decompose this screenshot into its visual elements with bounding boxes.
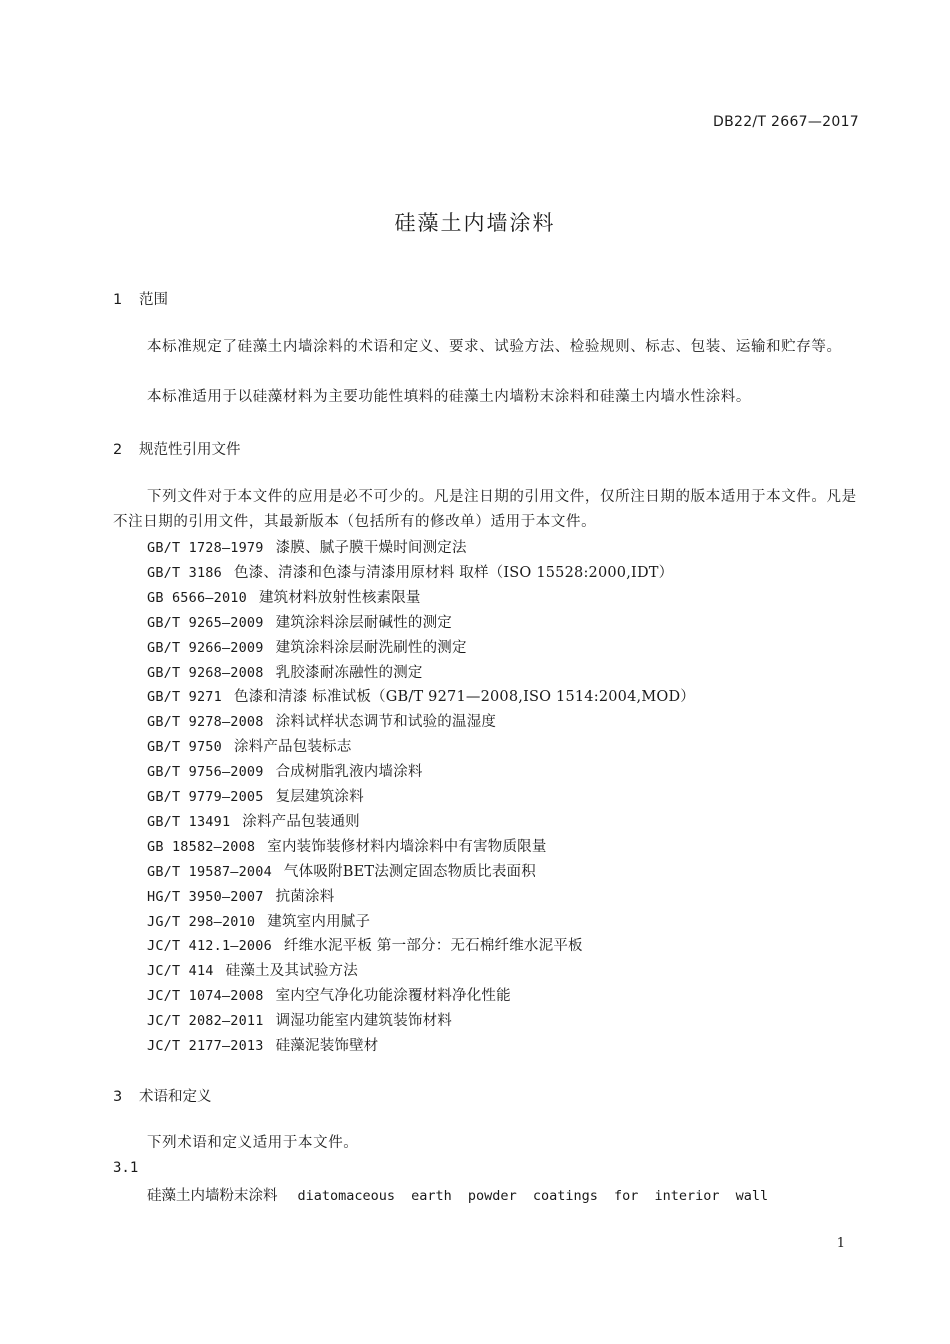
reference-title: 硅藻泥装饰壁材 [275, 1038, 379, 1054]
term-english: diatomaceous earth powder coatings for interior wall [297, 1188, 769, 1204]
reference-item [147, 661, 423, 682]
reference-code: JC/T 2082—2011 [147, 1013, 264, 1030]
section-heading-scope [113, 288, 168, 309]
reference-title: 漆膜、腻子膜干燥时间测定法 [275, 540, 467, 556]
reference-item [147, 810, 360, 831]
reference-item [147, 1034, 379, 1055]
reference-code: GB/T 9265—2009 [147, 614, 264, 631]
reference-title: 调湿功能室内建筑装饰材料 [275, 1013, 452, 1030]
reference-item [147, 910, 370, 931]
reference-code: GB/T 9278—2008 [147, 714, 264, 731]
reference-title: 抗菌涂料 [275, 888, 335, 905]
section-title: 范围 [139, 292, 168, 308]
reference-code: GB 18582—2008 [147, 838, 256, 855]
reference-code: JC/T 412.1—2006 [147, 938, 272, 955]
reference-title: 色漆、清漆和色漆与清漆用原材料 取样（ISO 15528:2000,IDT） [233, 564, 674, 581]
term-chinese: 硅藻土内墙粉末涂料 [147, 1188, 278, 1204]
reference-title: 涂料试样状态调节和试验的温湿度 [275, 714, 497, 731]
reference-title: 纤维水泥平板 第一部分：无石棉纤维水泥平板 [283, 938, 583, 955]
section-heading-references [113, 438, 241, 459]
section-number: 1 [113, 292, 123, 308]
section-title: 术语和定义 [139, 1089, 212, 1105]
reference-item [147, 860, 536, 881]
reference-title: 建筑材料放射性核素限量 [258, 589, 421, 606]
reference-item [147, 835, 547, 856]
reference-item [147, 685, 695, 706]
reference-code: GB/T 9266—2009 [147, 639, 264, 656]
document-title: 硅藻土内墙涂料 [394, 211, 556, 235]
reference-title: 硅藻土及其试验方法 [225, 963, 358, 980]
reference-item [147, 785, 364, 806]
reference-item [147, 959, 358, 980]
reference-item [147, 611, 452, 632]
reference-code: JG/T 298—2010 [147, 913, 256, 930]
reference-title: 建筑涂料涂层耐碱性的测定 [275, 614, 452, 631]
reference-code: GB 6566—2010 [147, 589, 247, 606]
reference-item [147, 586, 421, 607]
reference-code: GB/T 3186 [147, 564, 222, 581]
section-heading-terms [113, 1085, 212, 1106]
reference-code: JC/T 2177—2013 [147, 1038, 264, 1054]
reference-title: 建筑室内用腻子 [267, 913, 371, 930]
reference-code: GB/T 9756—2009 [147, 764, 264, 781]
reference-code: JC/T 1074—2008 [147, 988, 264, 1005]
reference-code: GB/T 9268—2008 [147, 664, 264, 681]
reference-code: JC/T 414 [147, 963, 214, 980]
terms-intro: 下列术语和定义适用于本文件。 [147, 1135, 359, 1151]
reference-code: GB/T 13491 [147, 813, 231, 830]
reference-item [147, 536, 467, 557]
reference-title: 涂料产品包装标志 [233, 739, 352, 756]
reference-item [147, 561, 673, 582]
scope-paragraph-2: 本标准适用于以硅藻材料为主要功能性填料的硅藻土内墙粉末涂料和硅藻土内墙水性涂料。 [147, 389, 751, 405]
reference-title: 乳胶漆耐冻融性的测定 [275, 664, 423, 681]
reference-title: 色漆和清漆 标准试板（GB/T 9271—2008,ISO 1514:2004,MOD） [233, 689, 695, 706]
reference-title: 合成树脂乳液内墙涂料 [275, 764, 423, 781]
reference-item [147, 934, 583, 955]
reference-title: 室内装饰装修材料内墙涂料中有害物质限量 [267, 838, 547, 855]
reference-item [147, 636, 467, 657]
reference-item [147, 760, 423, 781]
term-entry [147, 1184, 768, 1205]
reference-code: HG/T 3950—2007 [147, 888, 264, 905]
section-title: 规范性引用文件 [139, 442, 241, 458]
reference-title: 建筑涂料涂层耐洗刷性的测定 [275, 639, 467, 656]
clause-number: 3.1 [113, 1160, 139, 1176]
reference-title: 气体吸附BET法测定固态物质比表面积 [283, 863, 536, 880]
reference-code: GB/T 9750 [147, 739, 222, 756]
scope-paragraph-1: 本标准规定了硅藻土内墙涂料的术语和定义、要求、试验方法、检验规则、标志、包装、运输和贮存等。 [147, 339, 842, 355]
standard-code: DB22/T 2667—2017 [713, 114, 859, 130]
reference-item [147, 1009, 452, 1030]
section-number: 3 [113, 1089, 123, 1105]
reference-item [147, 885, 334, 906]
reference-title: 室内空气净化功能涂覆材料净化性能 [275, 988, 511, 1005]
reference-code: GB/T 9271 [147, 689, 222, 706]
references-intro: 下列文件对于本文件的应用是必不可少的。凡是注日期的引用文件，仅所注日期的版本适用于本文件。凡是不注日期的引用文件，其最新版本（包括所有的修改单）适用于本文件。 [113, 489, 857, 530]
reference-title: 涂料产品包装通则 [242, 813, 360, 830]
reference-item [147, 710, 496, 731]
reference-code: GB/T 19587—2004 [147, 863, 272, 880]
reference-code: GB/T 9779—2005 [147, 789, 264, 805]
reference-title: 复层建筑涂料 [275, 789, 364, 805]
page-number: 1 [836, 1236, 845, 1251]
section-number: 2 [113, 442, 123, 458]
reference-item [147, 735, 352, 756]
reference-item [147, 984, 511, 1005]
reference-code: GB/T 1728—1979 [147, 540, 264, 556]
